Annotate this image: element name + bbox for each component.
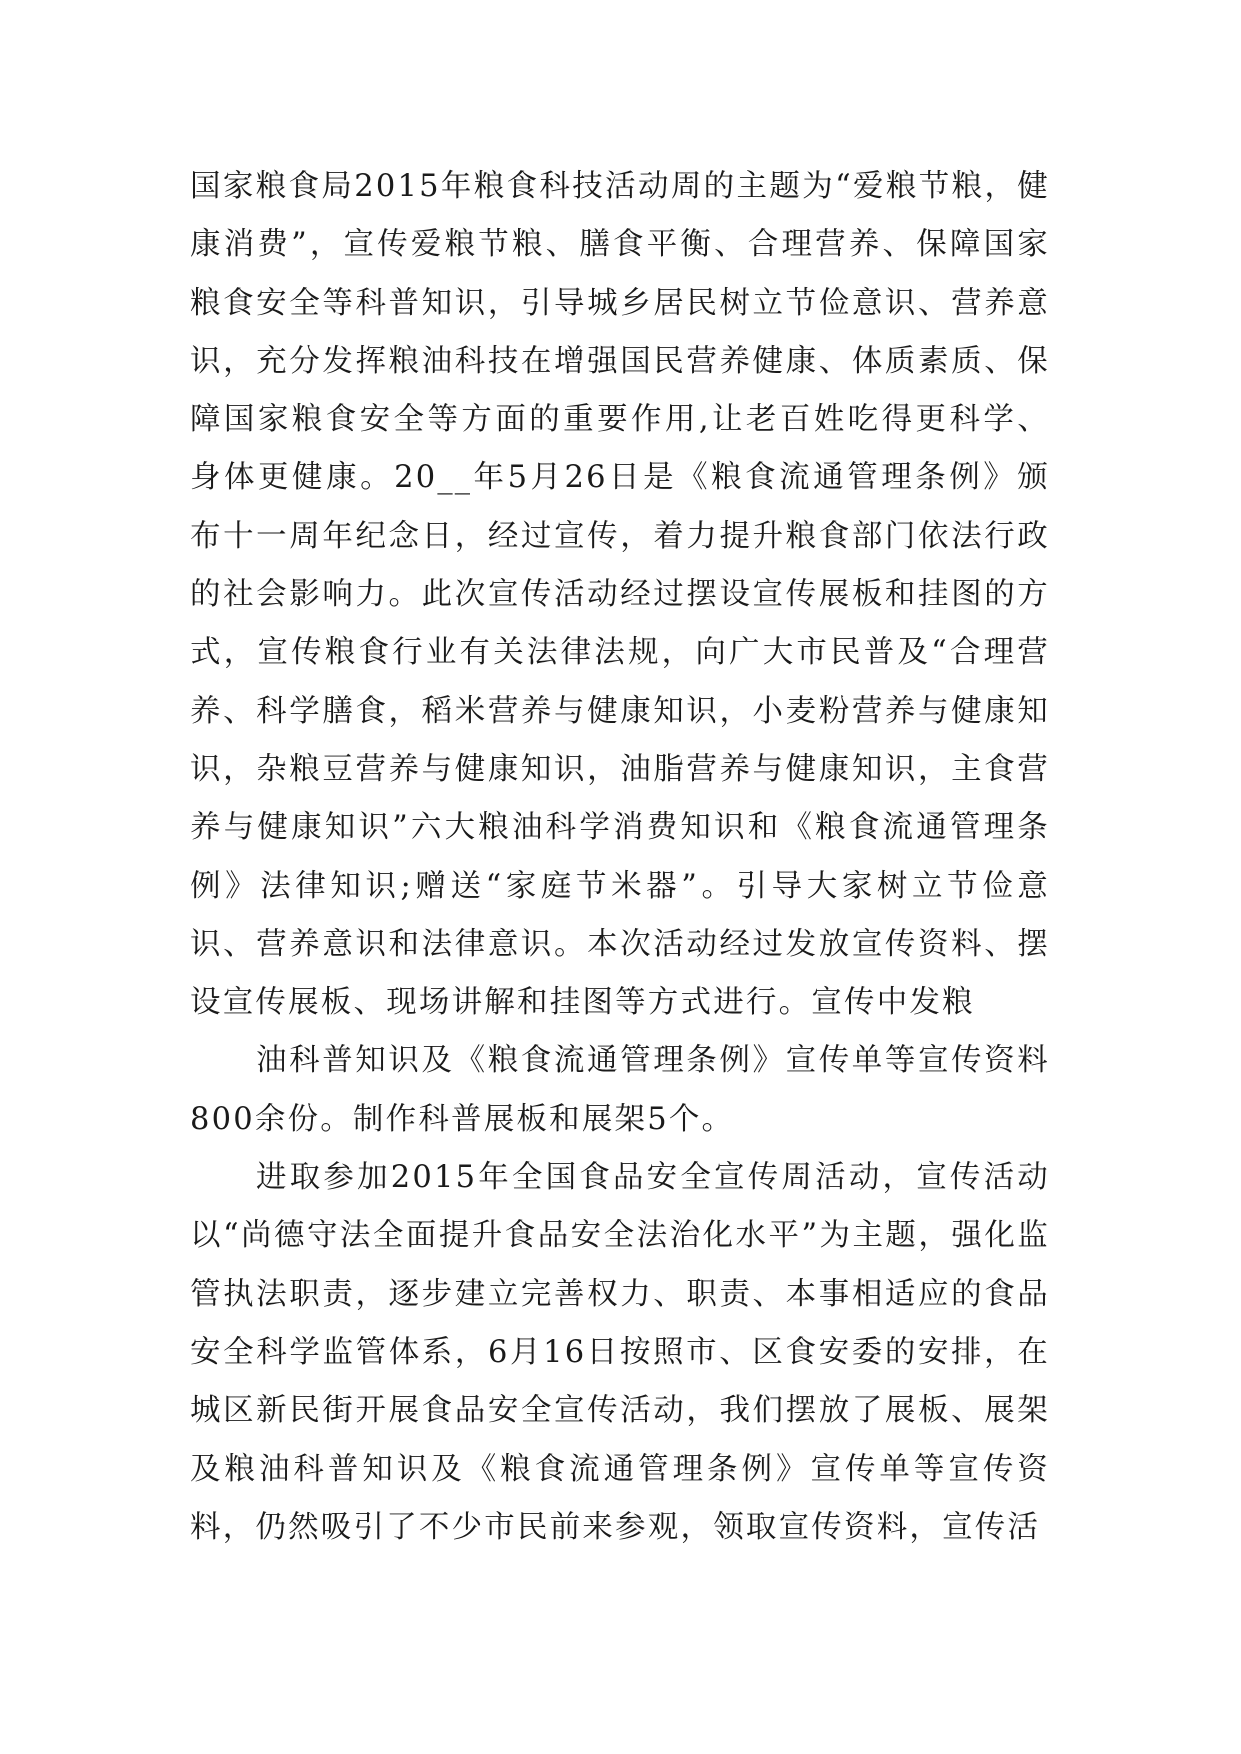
- paragraph-food-safety-week: 进取参加2015年全国食品安全宣传周活动，宣传活动以“尚德守法全面提升食品安全法治化水平”为主题，强化监管执法职责，逐步建立完善权力、职责、本事相适应的食品安全科学监管体系，6月16日按照市、区食安委的安排，在城区新民街开展食品安全宣传活动，我们摆放了展板、展架及粮油科普知识及《粮食流通管理条例》宣传单等宣传资料，仍然吸引了不少市民前来参观，领取宣传资料，宣传活: [190, 1160, 1050, 1545]
- paragraph-materials-count: 油科普知识及《粮食流通管理条例》宣传单等宣传资料800余份。制作科普展板和展架5个。: [190, 1043, 1050, 1137]
- document-body: [190, 158, 1050, 1557]
- paragraph-grain-tech-week: 国家粮食局2015年粮食科技活动周的主题为“爱粮节粮，健康消费”，宣传爱粮节粮、膳食平衡、合理营养、保障国家粮食安全等科普知识，引导城乡居民树立节俭意识、营养意识，充分发挥粮油科技在增强国民营养健康、体质素质、保障国家粮食安全等方面的重要作用,让老百姓吃得更科学、身体更健康。20__年5月26日是《粮食流通管理条例》颁布十一周年纪念日，经过宣传，着力提升粮食部门依法行政的社会影响力。此次宣传活动经过摆设宣传展板和挂图的方式，宣传粮食行业有关法律法规，向广大市民普及“合理营养、科学膳食，稻米营养与健康知识，小麦粉营养与健康知识，杂粮豆营养与健康知识，油脂营养与健康知识，主食营养与健康知识”六大粮油科学消费知识和《粮食流通管理条例》法律知识;赠送“家庭节米器”。引导大家树立节俭意识、营养意识和法律意识。本次活动经过发放宣传资料、摆设宣传展板、现场讲解和挂图等方式进行。宣传中发粮: [190, 169, 1050, 1021]
